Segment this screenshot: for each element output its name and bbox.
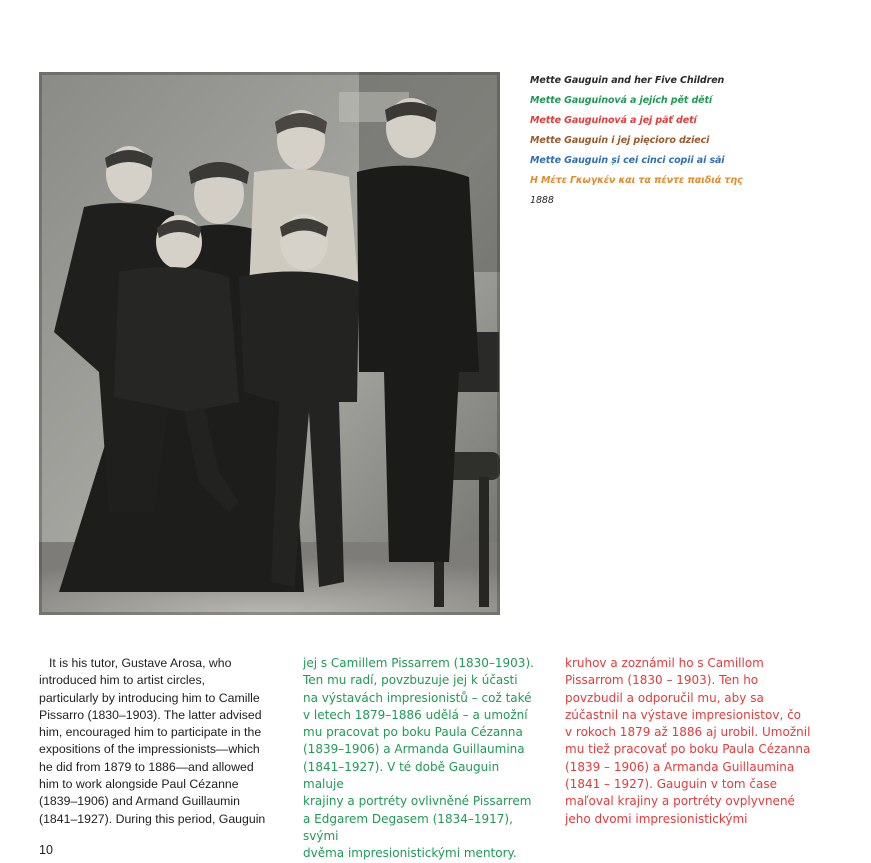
family-photograph xyxy=(39,72,500,615)
text-line: (1841 – 1927). Gauguin v tom čase xyxy=(565,777,777,792)
text-line: mu pracovat po boku Paula Cézanna xyxy=(303,725,523,740)
text-line: v rokoch 1879 až 1886 aj urobil. Umožnil xyxy=(565,725,811,740)
text-line: maľoval krajiny a portréty ovplyvnené xyxy=(565,794,795,809)
text-line: expositions of the impressionists—which xyxy=(39,742,260,757)
text-line: he did from 1879 to 1886—and allowed xyxy=(39,759,254,774)
text-line: particularly by introducing him to Camille xyxy=(39,690,260,705)
text-line: jej s Camillem Pissarrem (1830–1903). xyxy=(303,656,534,670)
text-line: krajiny a portréty ovlivněné Pissarrem xyxy=(303,794,532,809)
text-line: introduced him to artist circles, xyxy=(39,673,206,688)
text-line: Pissarro (1830–1903). The latter advised xyxy=(39,707,262,722)
text-line: (1839–1906) a Armanda Guillaumina xyxy=(303,742,525,757)
text-line: kruhov a zoznámil ho s Camillom xyxy=(565,656,764,670)
text-line: mu tiež pracovať po boku Paula Cézanna xyxy=(565,742,811,757)
text-line: Pissarrom (1830 – 1903). Ten ho xyxy=(565,673,759,688)
caption-polish: Mette Gauguin i jej pięcioro dzieci xyxy=(530,135,710,146)
text-line: a Edgarem Degasem (1834–1917), svými xyxy=(303,811,513,843)
caption-slovak: Mette Gauguinová a jej päť detí xyxy=(530,115,697,126)
text-line: zúčastnil na výstave impresionistov, čo xyxy=(565,707,802,722)
text-line: (1839–1906) and Armand Guillaumin xyxy=(39,794,240,809)
caption-year: 1888 xyxy=(530,195,554,206)
text-column-slovak xyxy=(565,655,815,828)
text-line: him, encouraged him to participate in the xyxy=(39,725,262,740)
text-line: Ten mu radí, povzbuzuje jej k účasti xyxy=(303,673,518,688)
text-line: jeho dvomi impresionistickými xyxy=(565,811,748,826)
text-line: povzbudil a odporučil mu, aby sa xyxy=(565,690,764,705)
caption-list xyxy=(530,71,860,211)
text-line: v letech 1879–1886 udělá – a umožní xyxy=(303,707,528,722)
caption-english: Mette Gauguin and her Five Children xyxy=(530,75,725,86)
text-column-czech xyxy=(303,655,535,863)
caption-romanian: Mette Gauguin și cei cinci copii ai săi xyxy=(530,155,725,166)
caption-greek: Η Μέτε Γκωγκέν και τα πέντε παιδιά της xyxy=(530,175,743,186)
text-line: him to work alongside Paul Cézanne xyxy=(39,777,239,792)
text-column-english xyxy=(39,655,279,828)
text-line: It is his tutor, Gustave Arosa, who xyxy=(49,656,232,670)
text-line: (1839 – 1906) a Armanda Guillaumina xyxy=(565,759,795,774)
page-number: 10 xyxy=(39,843,53,857)
text-line: na výstavách impresionistů – což také xyxy=(303,690,532,705)
text-line: (1841–1927). During this period, Gauguin xyxy=(39,811,266,826)
family-photograph-illustration xyxy=(39,72,500,615)
caption-czech: Mette Gauguinová a jejích pět dětí xyxy=(530,95,713,106)
text-line: (1841–1927). V té době Gauguin maluje xyxy=(303,759,500,792)
text-line: dvěma impresionistickými mentory. xyxy=(303,846,517,861)
